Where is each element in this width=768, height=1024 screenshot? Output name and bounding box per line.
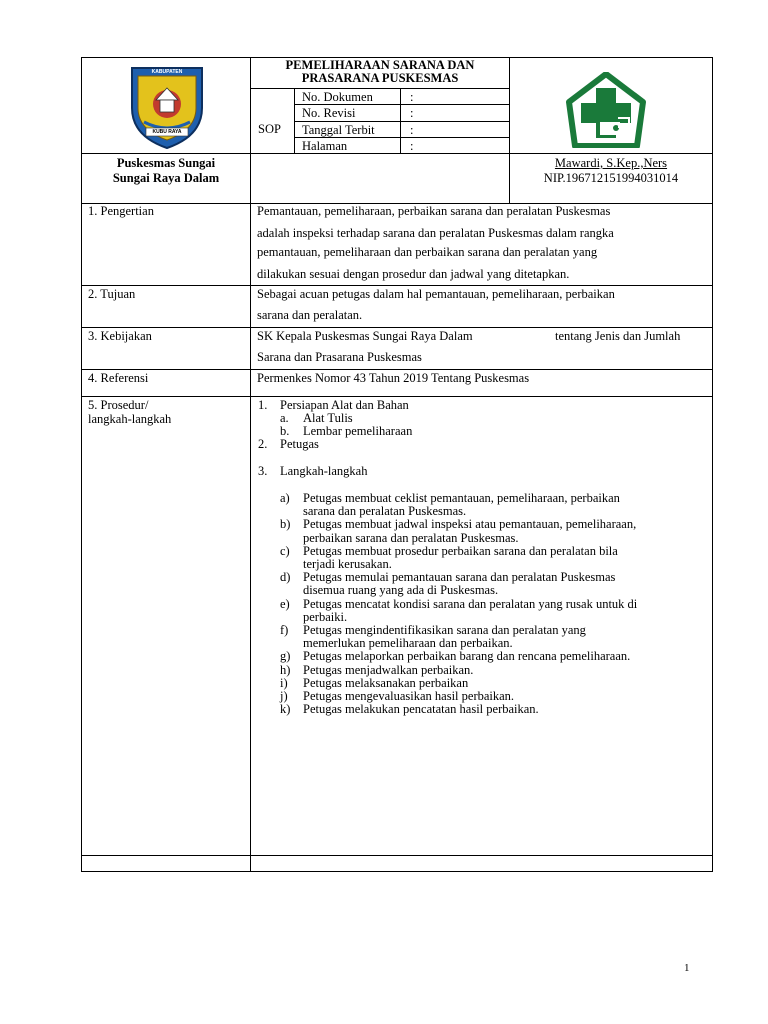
step-text: disemua ruang yang ada di Puskesmas. <box>303 583 499 598</box>
regency-logo-ribbon-text: KUBU RAYA <box>152 129 182 135</box>
step-marker: h) <box>280 662 291 677</box>
step-text: Petugas mengindentifikasikan sarana dan peralatan yang <box>303 623 586 637</box>
page-number: 1 <box>684 962 690 974</box>
section-label-prosedur: 5. Prosedur/ <box>88 398 149 412</box>
list-item: Langkah-langkah <box>280 464 368 478</box>
list-number: 2. <box>258 437 268 451</box>
step-text: Petugas menjadwalkan perbaikan. <box>303 662 474 677</box>
step-text: Petugas memulai pemantauan sarana dan peralatan Puskesmas <box>303 570 616 585</box>
step-text: sarana dan peralatan Puskesmas. <box>303 504 467 519</box>
meta-value-tanggal-terbit: : <box>410 123 414 137</box>
step-text: Petugas membuat prosedur perbaikan sarana dan peralatan bila <box>303 543 618 558</box>
institution-name-line2: Sungai Raya Dalam <box>112 171 220 185</box>
step-text: terjadi kerusakan. <box>303 557 392 571</box>
step-text: Petugas mencatat kondisi sarana dan peralatan yang rusak untuk di <box>303 596 638 611</box>
step-text: perbaikan sarana dan peralatan Puskesmas. <box>303 530 519 545</box>
step-marker: e) <box>280 596 290 611</box>
policy-line2: Sarana dan Prasarana Puskesmas <box>257 350 422 364</box>
list-item: Petugas <box>280 437 319 451</box>
step-marker: a) <box>280 491 290 505</box>
section-label-pengertian: 1. Pengertian <box>88 204 154 218</box>
step-marker: f) <box>280 623 289 637</box>
document-title-line1: PEMELIHARAAN SARANA DAN <box>285 58 475 72</box>
list-number: 3. <box>258 464 268 478</box>
step-text: perbaiki. <box>303 609 348 624</box>
sop-label: SOP <box>258 122 281 136</box>
section-label-referensi: 4. Referensi <box>88 371 149 385</box>
paragraph-line: Sebagai acuan petugas dalam hal pemantauan, pemeliharaan, perbaikan <box>257 287 615 301</box>
paragraph-line: dilakukan sesuai dengan prosedur dan jadwal yang ditetapkan. <box>257 267 570 281</box>
paragraph-line: pemantauan, pemeliharaan dan perbaikan sarana dan peralatan yang <box>257 245 598 259</box>
step-text: Petugas membuat jadwal inspeksi atau pemantauan, pemeliharaan, <box>303 517 637 532</box>
sub-list-letter: a. <box>280 411 289 425</box>
step-text: Petugas melakukan pencatatan hasil perbaikan. <box>303 702 539 717</box>
section-label-langkah: langkah-langkah <box>88 412 172 426</box>
regency-logo-top-text: KABUPATEN <box>151 69 183 75</box>
regency-logo <box>124 64 210 150</box>
step-text: Petugas mengevaluasikan hasil perbaikan. <box>303 689 515 703</box>
signatory-name: Mawardi, S.Kep.,Ners <box>554 156 668 170</box>
meta-value-halaman: : <box>410 139 414 153</box>
paragraph-line: sarana dan peralatan. <box>257 308 363 322</box>
list-number: 1. <box>258 398 268 412</box>
section-label-kebijakan: 3. Kebijakan <box>88 329 152 343</box>
meta-label-no-revisi: No. Revisi <box>302 106 356 120</box>
sub-list-item: Lembar pemeliharaan <box>303 424 413 438</box>
sub-list-letter: b. <box>280 424 290 438</box>
document-title-line2: PRASARANA PUSKESMAS <box>301 71 459 85</box>
paragraph-line: adalah inspeksi terhadap sarana dan peralatan Puskesmas dalam rangka <box>257 226 614 240</box>
step-text: Petugas melaporkan perbaikan barang dan rencana pemeliharaan. <box>303 649 631 664</box>
step-text: memerlukan pemeliharaan dan perbaikan. <box>303 636 513 651</box>
section-label-tujuan: 2. Tujuan <box>88 287 136 301</box>
institution-name-line1: Puskesmas Sungai <box>116 156 216 170</box>
meta-label-tanggal-terbit: Tanggal Terbit <box>302 123 375 137</box>
step-marker: k) <box>280 702 291 717</box>
step-text: Petugas melaksanakan perbaikan <box>303 675 469 690</box>
meta-value-no-dokumen: : <box>410 90 414 104</box>
step-marker: j) <box>280 689 288 703</box>
paragraph-line: Pemantauan, pemeliharaan, perbaikan sarana dan peralatan Puskesmas <box>257 204 611 218</box>
step-text: Petugas membuat ceklist pemantauan, pemeliharaan, perbaikan <box>303 491 620 505</box>
policy-line1-left: SK Kepala Puskesmas Sungai Raya Dalam <box>257 329 473 343</box>
step-marker: b) <box>280 517 291 532</box>
meta-value-no-revisi: : <box>410 106 414 120</box>
sub-list-item: Alat Tulis <box>303 411 353 425</box>
step-marker: c) <box>280 543 290 558</box>
reference-text: Permenkes Nomor 43 Tahun 2019 Tentang Puskesmas <box>257 371 530 385</box>
list-item: Persiapan Alat dan Bahan <box>280 398 409 412</box>
signatory-nip: NIP.196712151994031014 <box>543 171 679 185</box>
step-marker: d) <box>280 570 291 585</box>
policy-line1-right: tentang Jenis dan Jumlah <box>555 329 681 343</box>
step-marker: g) <box>280 649 291 664</box>
step-marker: i) <box>280 675 288 690</box>
meta-label-halaman: Halaman <box>302 139 348 153</box>
meta-label-no-dokumen: No. Dokumen <box>302 90 373 104</box>
puskesmas-logo <box>566 72 646 148</box>
